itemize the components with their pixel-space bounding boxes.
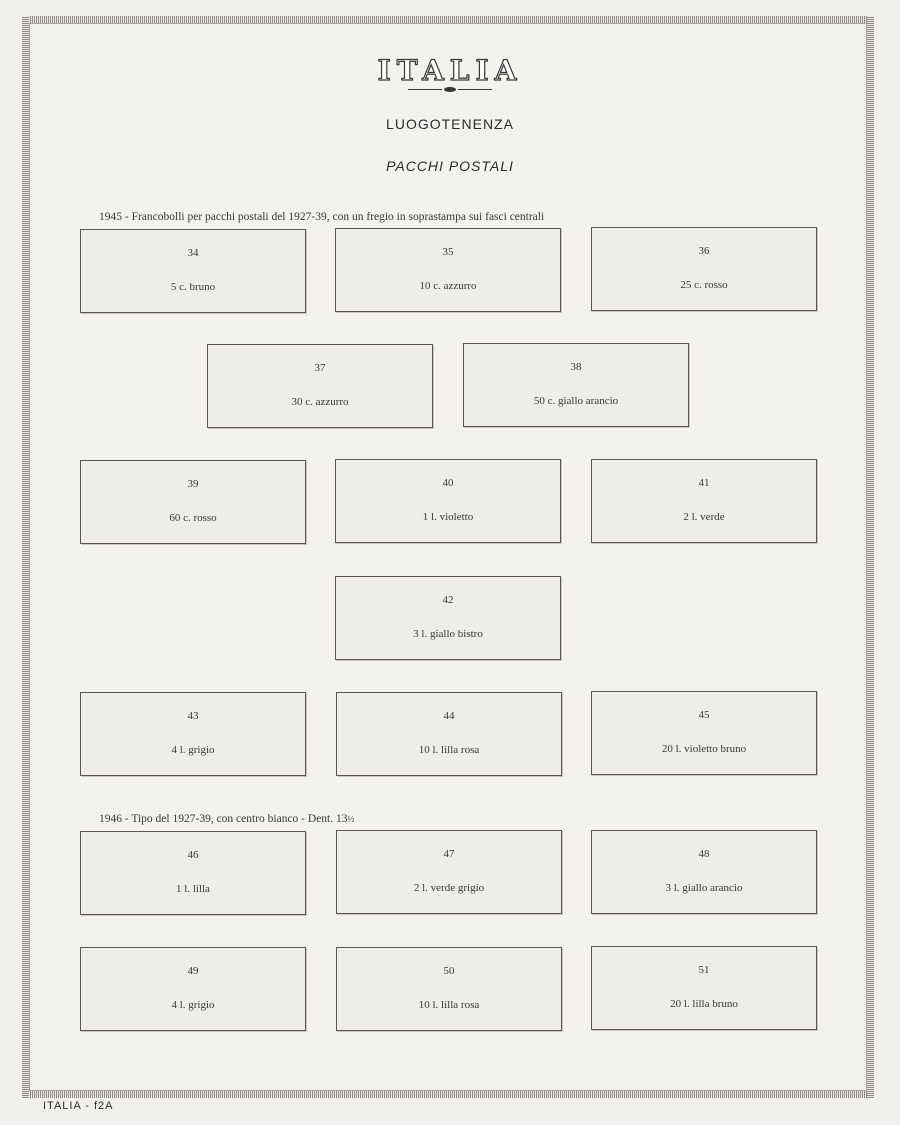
stamp-space-50 bbox=[336, 947, 562, 1031]
page-title: ITALIA bbox=[377, 54, 523, 87]
stamp-space-49 bbox=[80, 947, 306, 1031]
stamp-description: 60 c. rosso bbox=[169, 512, 217, 524]
stamp-space-38 bbox=[463, 343, 689, 427]
stamp-description: 25 c. rosso bbox=[680, 279, 728, 291]
stamp-space-40 bbox=[335, 459, 561, 543]
page-border-left bbox=[22, 16, 29, 1098]
issue-caption-1946 bbox=[99, 813, 354, 825]
stamp-description: 1 l. lilla bbox=[176, 883, 210, 895]
stamp-space-51 bbox=[591, 946, 817, 1030]
stamp-description: 4 l. grigio bbox=[171, 999, 215, 1011]
stamp-space-37 bbox=[207, 344, 433, 428]
stamp-number: 36 bbox=[698, 245, 710, 257]
page-inner-frame bbox=[29, 23, 867, 1091]
stamp-number: 47 bbox=[443, 848, 455, 860]
stamp-description: 10 c. azzurro bbox=[419, 280, 477, 292]
stamp-description: 3 l. giallo bistro bbox=[413, 628, 483, 640]
issue-caption-1946-text: 1946 - Tipo del 1927-39, con centro bianco - Dent. 13 bbox=[99, 813, 348, 825]
stamp-description: 1 l. violetto bbox=[422, 511, 474, 523]
page-border-bottom bbox=[22, 1091, 874, 1098]
stamp-space-36 bbox=[591, 227, 817, 311]
stamp-description: 2 l. verde bbox=[683, 511, 725, 523]
stamp-space-42 bbox=[335, 576, 561, 660]
stamp-space-48 bbox=[591, 830, 817, 914]
stamp-number: 49 bbox=[187, 965, 199, 977]
page-border-right bbox=[867, 16, 874, 1098]
stamp-description: 2 l. verde grigio bbox=[413, 882, 485, 894]
stamp-number: 43 bbox=[187, 710, 199, 722]
stamp-number: 37 bbox=[314, 362, 326, 374]
stamp-space-35 bbox=[335, 228, 561, 312]
section-title: PACCHI POSTALI bbox=[386, 158, 514, 174]
stamp-number: 34 bbox=[187, 247, 199, 259]
stamp-number: 51 bbox=[698, 964, 710, 976]
stamp-number: 42 bbox=[442, 594, 454, 606]
stamp-description: 10 l. lilla rosa bbox=[418, 999, 480, 1011]
stamp-description: 20 l. lilla bruno bbox=[670, 998, 738, 1010]
stamp-description: 50 c. giallo arancio bbox=[533, 395, 619, 407]
stamp-space-41 bbox=[591, 459, 817, 543]
page-subtitle: LUOGOTENENZA bbox=[386, 116, 514, 132]
page-border-top bbox=[22, 16, 874, 23]
title-ornament-icon bbox=[408, 87, 492, 93]
stamp-number: 38 bbox=[570, 361, 582, 373]
stamp-number: 46 bbox=[187, 849, 199, 861]
stamp-number: 50 bbox=[443, 965, 455, 977]
stamp-number: 41 bbox=[698, 477, 710, 489]
stamp-space-44 bbox=[336, 692, 562, 776]
stamp-description: 30 c. azzurro bbox=[291, 396, 349, 408]
stamp-description: 20 l. violetto bruno bbox=[661, 743, 747, 755]
stamp-number: 39 bbox=[187, 478, 199, 490]
stamp-number: 48 bbox=[698, 848, 710, 860]
stamp-description: 4 l. grigio bbox=[171, 744, 215, 756]
stamp-space-43 bbox=[80, 692, 306, 776]
stamp-number: 44 bbox=[443, 710, 455, 722]
stamp-number: 45 bbox=[698, 709, 710, 721]
stamp-number: 35 bbox=[442, 246, 454, 258]
stamp-space-45 bbox=[591, 691, 817, 775]
issue-caption-1946-fraction: ½ bbox=[347, 814, 355, 824]
stamp-description: 5 c. bruno bbox=[170, 281, 216, 293]
stamp-number: 40 bbox=[442, 477, 454, 489]
stamp-space-47 bbox=[336, 830, 562, 914]
page-footer-label: ITALIA - f2A bbox=[43, 1100, 114, 1112]
issue-caption-1945: 1945 - Francobolli per pacchi postali del 1927-39, con un fregio in soprastampa sui fasci centrali bbox=[99, 211, 545, 223]
stamp-space-39 bbox=[80, 460, 306, 544]
stamp-space-46 bbox=[80, 831, 306, 915]
stamp-space-34 bbox=[80, 229, 306, 313]
stamp-description: 3 l. giallo arancio bbox=[665, 882, 743, 894]
stamp-description: 10 l. lilla rosa bbox=[418, 744, 480, 756]
